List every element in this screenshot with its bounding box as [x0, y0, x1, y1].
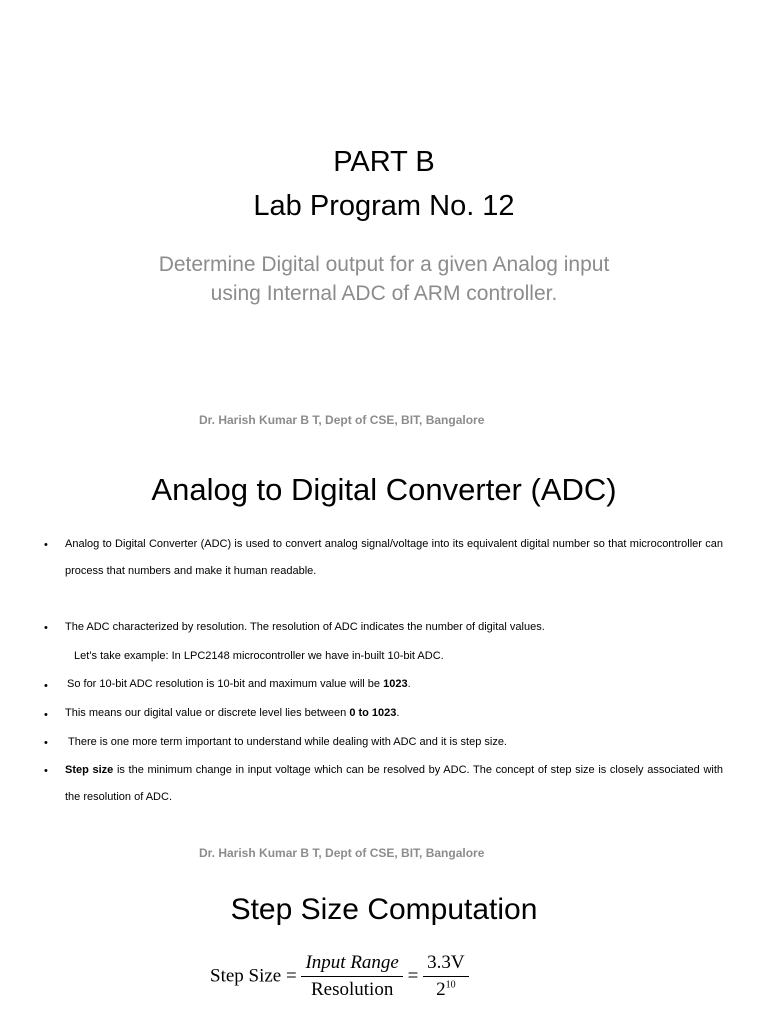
- paragraph-resolution: The ADC characterized by resolution. The resolution of ADC indicates the number of digital values.: [65, 621, 545, 633]
- bullet-icon: •: [44, 622, 48, 634]
- slide-title-line2: Lab Program No. 12: [253, 190, 515, 222]
- paragraph-adc-definition: Analog to Digital Converter (ADC) is used to convert analog signal/voltage into its equivalent digital number so that microcontroller can process that numbers and make it human readable.: [65, 538, 723, 577]
- bullet-icon: •: [44, 680, 48, 692]
- text: This means our digital value or discrete level lies between: [65, 707, 350, 719]
- subtitle-line2: using Internal ADC of ARM controller.: [210, 282, 558, 305]
- bullet-icon: •: [44, 765, 48, 777]
- formula-denominator-2: [432, 977, 460, 1001]
- slide-heading: Step Size Computation: [230, 893, 538, 926]
- formula-numerator-2: 3.3V: [423, 952, 468, 977]
- slide-subtitle: [0, 250, 768, 308]
- text: .: [396, 707, 400, 719]
- subtitle-line1: Determine Digital output for a given Analog input: [158, 253, 610, 276]
- slide-heading: Analog to Digital Converter (ADC): [151, 472, 617, 507]
- base: 2: [436, 979, 446, 1000]
- bullet-icon: •: [44, 539, 48, 551]
- formula-equals: =: [407, 965, 419, 987]
- text: .: [407, 678, 411, 690]
- bullet-icon: •: [44, 709, 48, 721]
- bold-term: Step size: [65, 764, 114, 776]
- bold-value: 1023: [383, 678, 408, 690]
- text: is the minimum change in input voltage which can be resolved by ADC. The concept of step size is closely associated with the resolution of ADC.: [65, 764, 724, 803]
- formula-fraction-2: [423, 952, 468, 1001]
- paragraph-range: [65, 700, 723, 727]
- exponent: 10: [445, 979, 456, 991]
- slide-footer: Dr. Harish Kumar B T, Dept of CSE, BIT, Bangalore: [199, 413, 485, 427]
- bullet-icon: •: [44, 737, 48, 749]
- paragraph-max-value: [67, 671, 725, 698]
- paragraph-step-size-intro: There is one more term important to understand while dealing with ADC and it is step size.: [68, 736, 507, 748]
- paragraph-step-size-def: [65, 757, 723, 811]
- slide-title-line1: PART B: [333, 146, 435, 178]
- formula-numerator: Input Range: [301, 952, 402, 977]
- formula-denominator: Resolution: [311, 979, 394, 1000]
- paragraph-example: Let’s take example: In LPC2148 microcontroller we have in-built 10-bit ADC.: [74, 650, 444, 662]
- formula-lhs: Step Size =: [210, 965, 297, 987]
- text: So for 10-bit ADC resolution is 10-bit and maximum value will be: [67, 678, 384, 690]
- step-size-formula: [210, 952, 469, 1012]
- formula-fraction-1: [301, 952, 402, 1001]
- bold-value: 0 to 1023: [349, 707, 397, 719]
- slide-footer: Dr. Harish Kumar B T, Dept of CSE, BIT, Bangalore: [199, 846, 485, 860]
